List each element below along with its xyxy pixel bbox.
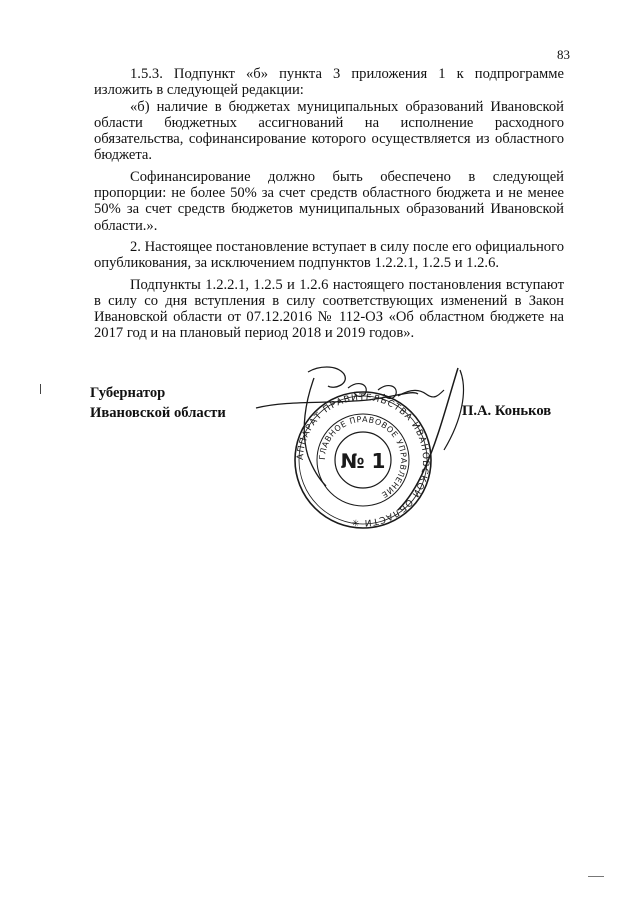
paragraph-1: 1.5.3. Подпункт «б» пункта 3 приложения 1 к подпрограмме изложить в следующей редакции: [94,66,564,99]
margin-mark [40,384,41,394]
signer-title-line-1: Губернатор [90,385,166,401]
paragraph-3: Софинансирование должно быть обеспечено в следующей пропорции: не более 50% за счет средств областного бюджета и не менее 50% за счет средств бюджетов муниципальных образований Ивановской области.». [94,168,564,234]
paragraph-2: «б) наличие в бюджетах муниципальных образований Ивановской области бюджетных ассигнований на исполнение расходного обязательства, софинансирование которого осуществляется из областного бюджета. [94,98,564,164]
svg-text:АППАРАТ ПРАВИТЕЛЬСТВА ИВАНОВСК: АППАРАТ ПРАВИТЕЛЬСТВА ИВАНОВСКОЙ ОБЛАСТИ ✳ [295,392,431,528]
paragraph-4: 2. Настоящее постановление вступает в силу после его официального опубликования, за исключением подпунктов 1.2.2.1, 1.2.5 и 1.2.6. [94,238,564,272]
signer-title [90,383,226,423]
page-number: 83 [557,47,570,62]
signer-title-line-2: Ивановской области [90,405,226,421]
document-body [94,66,564,342]
official-seal [248,360,478,530]
seal-number: № 1 [340,449,386,473]
svg-text:ГЛАВНОЕ ПРАВОВОЕ УПРАВЛЕНИЕ: ГЛАВНОЕ ПРАВОВОЕ УПРАВЛЕНИЕ [317,414,409,500]
signer-name: П.А. Коньков [462,403,552,419]
paragraph-5: Подпункты 1.2.2.1, 1.2.5 и 1.2.6 настоящего постановления вступают в силу со дня вступления в силу соответствующих изменений в Закон Ивановской области от 07.12.2016 № 112-ОЗ «Об областном бюджете на 2017 год и на плановый период 2018 и 2019 годов». [94,276,564,342]
corner-mark [588,876,604,877]
signature-stroke [308,367,345,387]
